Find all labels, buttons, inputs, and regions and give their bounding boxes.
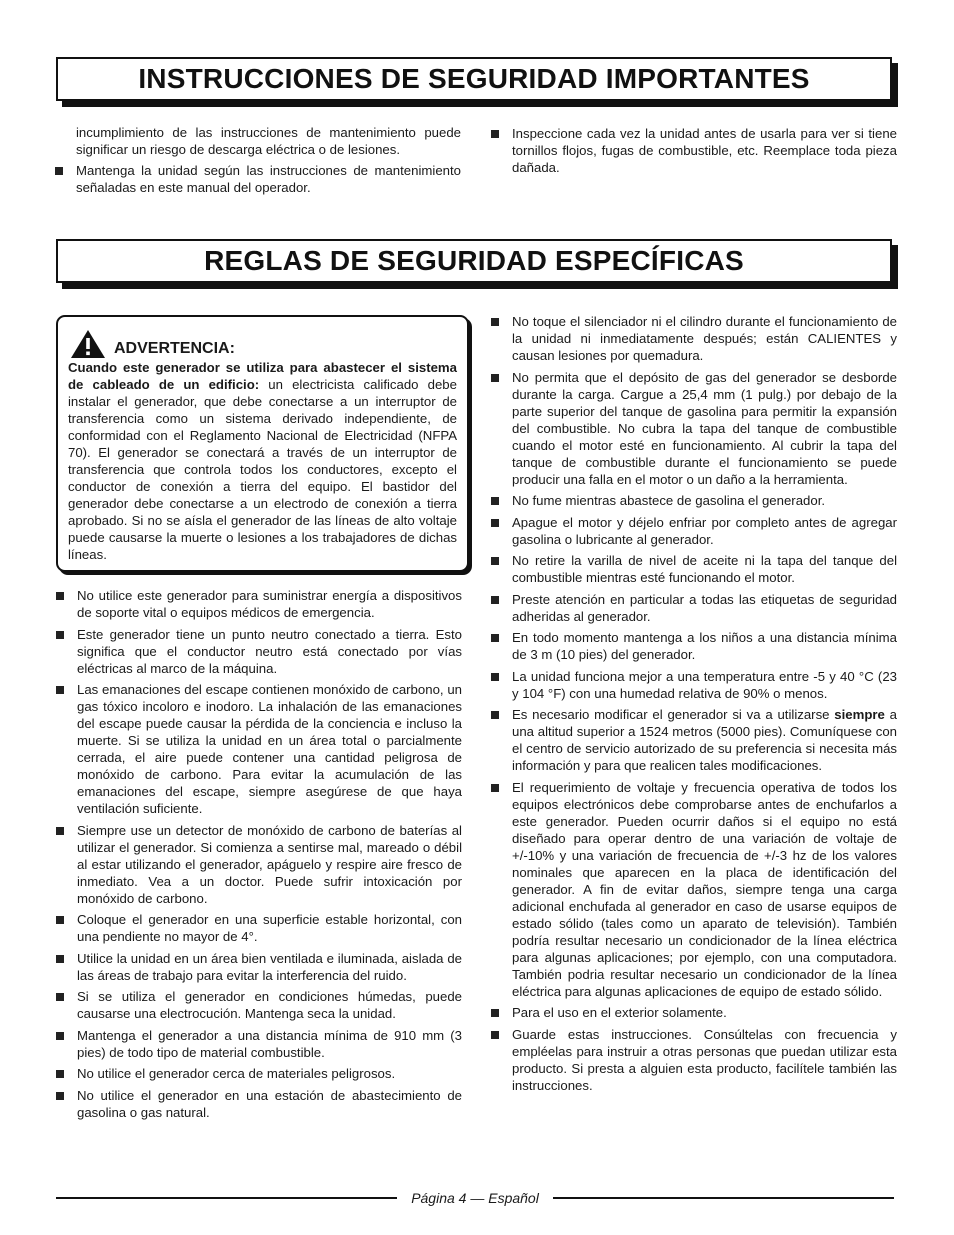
page-number: Página 4 — Español — [411, 1190, 539, 1206]
footer-rule-left — [56, 1197, 397, 1199]
list-item: Inspeccione cada vez la unidad antes de usarla para ver si tiene tornillos flojos, fugas de combustible, etc. Reemplace toda pieza dañada. — [491, 125, 897, 176]
section-title: REGLAS DE SEGURIDAD ESPECÍFICAS — [204, 245, 744, 276]
warning-lead: Cuando este generador se utiliza para abastecer el sistema de cableado de un edificio: — [68, 360, 457, 392]
list-item: Coloque el generador en una superficie estable horizontal, con una pendiente no mayor de 4°. — [56, 911, 462, 945]
list-item: Siempre use un detector de monóxido de carbono de baterías al utilizar el generador. Si comienza a sentirse mal, mareado o débil al estar utilizando el generador, apáguelo y respire aire fresco de inmediato. Vea a un doctor. Puede sufrir intoxicación por monóxido de carbono. — [56, 822, 462, 907]
section-heading-reglas — [56, 239, 892, 283]
bullet-list — [55, 162, 461, 196]
list-item — [491, 706, 897, 774]
list-item: Guarde estas instrucciones. Consúltelas con frecuencia y empléelas para instruir a otras personas que puedan utilizar esta producto. Si presta a alguien esta producto, facilítele también las instrucciones. — [491, 1026, 897, 1094]
list-item: El requerimiento de voltaje y frecuencia operativa de todos los equipos electrónicos debe comprobarse antes de enchufarlos a este generador. Pueden ocurrir daños si el equipo no está diseñado para operar dentro de una variación de voltaje de +/-10% y una variación de frecuencia de +/-3 hz de los valores nominales que aparecen en la placa de identificación del generador. A fin de evitar daños, siempre tenga una carga adicional enchufada al generador en caso de usarse equipos de estado sólido (tales como un aparato de televisión). También podría resultar necesario un condicionador de la línea eléctrica para algunas aplicaciones; por ejemplo, con una computadora. También podria resultar necesario un condicionador de la línea eléctrica para algunas aplicaciones de equipo de estado sólido. — [491, 779, 897, 1000]
item-text: Es necesario modificar el generador si va a utilizarse — [512, 707, 835, 722]
item-text: a una altitud superior a 1524 metros (5000 pies). Comuníquese con el centro de servicio autorizado de su preferencia si necesita más información y para que realicen tales modificaciones. — [512, 707, 897, 773]
list-item: En todo momento mantenga a los niños a una distancia mínima de 3 m (10 pies) del generador. — [491, 629, 897, 663]
list-item: Las emanaciones del escape contienen monóxido de carbono, un gas tóxico incoloro e inodoro. La inhalación de las emanaciones del escape puede causar la pérdida de la conciencia e incluso la muerte. Si se utiliza la unidad en un área total o parcialmente cerrada, el aire puede contener una cantidad peligrosa de monóxido de carbono. Para evitar la acumulación de las emanaciones del escape, siempre asegúrese de que haya ventilación suficiente. — [56, 681, 462, 817]
top-left-column — [55, 124, 461, 201]
list-item: Para el uso en el exterior solamente. — [491, 1004, 897, 1021]
list-item: No permita que el depósito de gas del generador se desborde durante la carga. Cargue a 25,4 mm (1 pulg.) por debajo de la parte superior del tanque de gasolina para permitir la expansión del combustible. No cubra la tapa del tanque de combustible cuando el motor esté en funcionamiento. Al cubrir la tapa del tanque de combustible durante el funcionamiento se puede producir una falla en el motor o un daño a la herramienta. — [491, 369, 897, 488]
continued-text: incumplimiento de las instrucciones de mantenimiento puede significar un riesgo de descarga eléctrica o de lesiones. — [76, 125, 461, 157]
list-item: Mantenga la unidad según las instrucciones de mantenimiento señaladas en este manual del operador. — [55, 162, 461, 196]
list-item: No fume mientras abastece de gasolina el generador. — [491, 492, 897, 509]
bullet-list — [491, 125, 897, 176]
warning-text — [68, 359, 457, 563]
bullet-list — [491, 313, 897, 1094]
list-item: Apague el motor y déjelo enfriar por completo antes de agregar gasolina o lubricante al generador. — [491, 514, 897, 548]
warning-body: un electricista calificado debe instalar el generador, que debe conectarse a un interruptor de transferencia como un sistema derivado independiente, de conformidad con el Reglamento Nacional de Electricidad (NFPA 70). El generador se conectará a través de un interruptor de transferencia que controla todos los conductores, excepto el conductor de conexión a tierra del equipo. El bastidor del generador debe conectarse a un electrodo de conexión a tierra aprobado. Si no se aísla el generador de las líneas de alto voltaje puede causarse la muerte o lesiones a los trabajadores de dichas líneas. — [68, 377, 457, 562]
list-item: No utilice este generador para suministrar energía a dispositivos de soporte vital o equipos médicos de emergencia. — [56, 587, 462, 621]
bullet-list — [56, 587, 462, 1121]
rules-left-column — [56, 587, 462, 1125]
list-item: No utilice el generador en una estación de abastecimiento de gasolina o gas natural. — [56, 1087, 462, 1121]
list-item: Preste atención en particular a todas las etiquetas de seguridad adheridas al generador. — [491, 591, 897, 625]
warning-box — [56, 315, 469, 572]
list-item: Si se utiliza el generador en condiciones húmedas, puede causarse una electrocución. Mantenga seca la unidad. — [56, 988, 462, 1022]
section-title: INSTRUCCIONES DE SEGURIDAD IMPORTANTES — [138, 63, 810, 94]
item-emphasis: siempre — [834, 707, 885, 722]
list-item: No retire la varilla de nivel de aceite ni la tapa del tanque del combustible mientras esté funcionando el motor. — [491, 552, 897, 586]
section-heading-instrucciones — [56, 57, 892, 101]
list-item: La unidad funciona mejor a una temperatura entre -5 y 40 °C (23 y 104 °F) con una humedad relativa de 90% o menos. — [491, 668, 897, 702]
top-right-column — [491, 125, 897, 181]
list-item: Mantenga el generador a una distancia mínima de 910 mm (3 pies) de todo tipo de material combustible. — [56, 1027, 462, 1061]
list-item: No toque el silenciador ni el cilindro durante el funcionamiento de la unidad ni inmediatamente después; están CALIENTES y causan lesiones por quemadura. — [491, 313, 897, 364]
warning-header — [68, 325, 457, 359]
warning-triangle-icon — [70, 329, 106, 359]
page-footer — [56, 1188, 894, 1208]
footer-rule-right — [553, 1197, 894, 1199]
list-item: No utilice el generador cerca de materiales peligrosos. — [56, 1065, 462, 1082]
warning-title: ADVERTENCIA: — [114, 340, 235, 357]
list-item: Utilice la unidad en un área bien ventilada e iluminada, aislada de las áreas de trabajo para evitar la interferencia del ruido. — [56, 950, 462, 984]
rules-right-column — [491, 313, 897, 1098]
list-item: Este generador tiene un punto neutro conectado a tierra. Esto significa que el conductor neutro está conectado por vías eléctricas al marco de la máquina. — [56, 626, 462, 677]
